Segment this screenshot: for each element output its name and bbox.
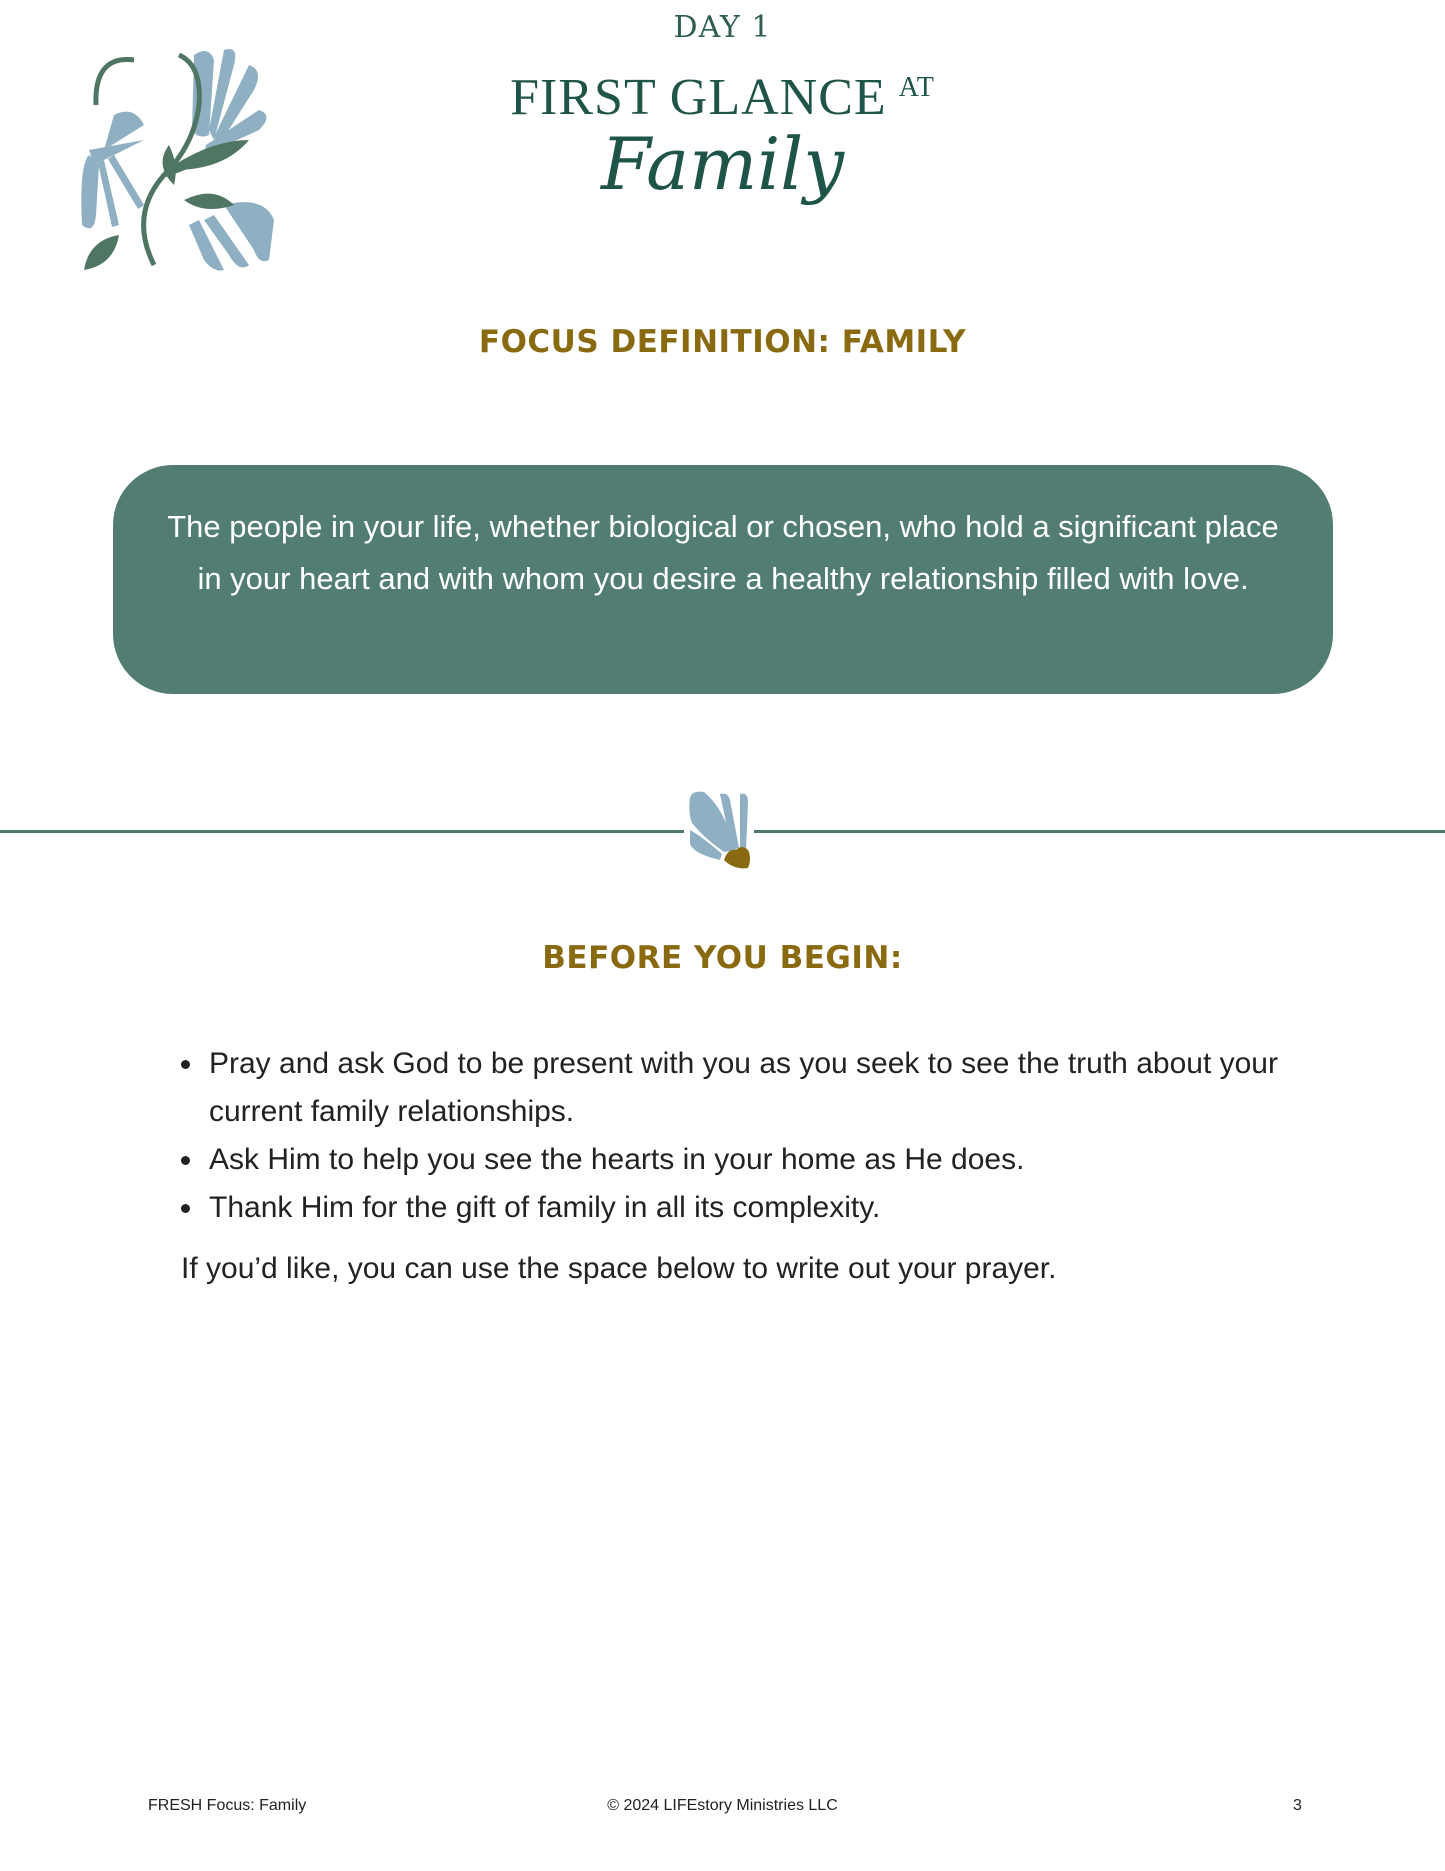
list-item: • Pray and ask God to be present with you as you seek to see the truth about your current family relationships. [205, 1040, 1335, 1136]
fan-flower-icon [684, 788, 754, 870]
title-at: AT [898, 71, 935, 103]
definition-box [113, 465, 1333, 694]
footer-title: FRESH Focus: Family [148, 1797, 307, 1814]
before-heading: BEFORE YOU BEGIN: [542, 940, 903, 976]
definition-text: The people in your life, whether biological or chosen, who hold a significant place in your heart and with whom you desire a healthy relationship filled with love. [167, 509, 1279, 596]
prayer-note: If you’d like, you can use the space below to write out your prayer. [181, 1252, 1057, 1285]
day-label: DAY 1 [673, 10, 772, 45]
footer-copyright: © 2024 LIFEstory Ministries LLC [607, 1797, 838, 1814]
title-main: FIRST GLANCE [510, 69, 887, 126]
list-item: • Thank Him for the gift of family in all its complexity. [205, 1184, 1335, 1232]
script-title: Family [601, 122, 844, 206]
page-number: 3 [1293, 1797, 1302, 1814]
page-title [0, 68, 1445, 127]
before-list [183, 1040, 1335, 1232]
list-item: • Ask Him to help you see the hearts in your home as He does. [205, 1136, 1335, 1184]
focus-heading: FOCUS DEFINITION: FAMILY [478, 324, 967, 360]
